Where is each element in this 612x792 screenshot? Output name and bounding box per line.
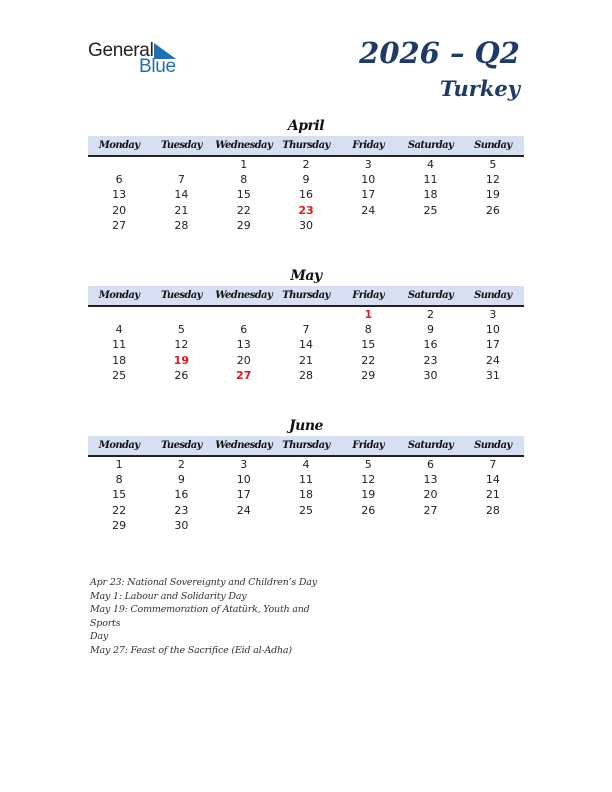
month-days xyxy=(88,457,524,533)
holiday-note: Day xyxy=(90,631,109,643)
day-cell: 27 xyxy=(112,218,127,232)
day-cell: 16 xyxy=(298,188,313,202)
week-row xyxy=(88,472,524,487)
weekday-label: Tuesday xyxy=(160,440,202,451)
day-cell: 9 xyxy=(177,473,185,487)
weekday-label: Thursday xyxy=(282,440,330,451)
day-cell xyxy=(150,157,212,172)
holiday-note: May 27: Feast of the Sacrifice (Eid al-Adha) xyxy=(90,644,292,656)
month-april xyxy=(88,116,524,233)
day-cell: 3 xyxy=(489,308,497,321)
day-cell xyxy=(337,518,399,533)
day-cell: 21 xyxy=(298,353,313,367)
day-cell: 14 xyxy=(174,188,189,202)
day-cell: 29 xyxy=(236,218,251,232)
day-cell: 18 xyxy=(423,188,438,202)
week-row xyxy=(88,322,524,337)
day-cell: 6 xyxy=(115,173,123,187)
week-row xyxy=(88,457,524,472)
day-cell: 7 xyxy=(489,458,497,471)
day-cell: 28 xyxy=(298,368,313,382)
day-cell: 23 xyxy=(174,503,189,517)
weekday-label: Tuesday xyxy=(160,140,202,151)
week-row xyxy=(88,307,524,322)
day-cell: 26 xyxy=(361,503,376,517)
month-title: June xyxy=(289,418,323,434)
day-cell xyxy=(399,218,461,233)
day-cell: 12 xyxy=(361,473,376,487)
day-cell xyxy=(337,218,399,233)
day-cell: 14 xyxy=(485,473,500,487)
day-cell: 24 xyxy=(236,503,251,517)
week-row xyxy=(88,172,524,187)
day-cell: 18 xyxy=(298,488,313,502)
day-cell: 19 xyxy=(485,188,500,202)
day-cell: 2 xyxy=(302,158,310,171)
day-cell: 17 xyxy=(485,338,500,352)
day-cell: 13 xyxy=(423,473,438,487)
weekday-header xyxy=(88,436,524,457)
weekday-label: Saturday xyxy=(407,290,454,301)
day-cell: 19 xyxy=(361,488,376,502)
day-cell: 20 xyxy=(236,353,251,367)
day-cell xyxy=(275,307,337,322)
day-cell: 4 xyxy=(427,158,435,171)
day-cell: 5 xyxy=(364,458,372,471)
weekday-label: Sunday xyxy=(474,290,512,301)
weekday-label: Tuesday xyxy=(160,290,202,301)
day-cell xyxy=(399,518,461,533)
day-cell: 3 xyxy=(364,158,372,171)
week-row xyxy=(88,187,524,202)
day-cell: 5 xyxy=(489,158,497,171)
day-cell: 7 xyxy=(302,323,310,337)
month-may xyxy=(88,266,524,383)
day-cell: 9 xyxy=(302,173,310,187)
day-cell: 16 xyxy=(423,338,438,352)
weekday-header xyxy=(88,286,524,307)
day-cell: 22 xyxy=(112,503,127,517)
weekday-label: Sunday xyxy=(474,440,512,451)
day-cell: 2 xyxy=(177,458,185,471)
weekday-label: Thursday xyxy=(282,140,330,151)
day-cell: 23 xyxy=(423,353,438,367)
day-cell xyxy=(462,518,524,533)
weekday-label: Thursday xyxy=(282,290,330,301)
day-cell: 27 xyxy=(423,503,438,517)
holiday-note: Apr 23: National Sovereignty and Children’s Day xyxy=(90,577,317,588)
country-name: Turkey xyxy=(439,76,520,101)
day-cell: 25 xyxy=(423,203,438,217)
day-cell: 4 xyxy=(302,458,310,471)
day-cell: 13 xyxy=(236,338,251,352)
day-cell: 7 xyxy=(177,173,185,187)
week-row xyxy=(88,337,524,352)
day-cell: 24 xyxy=(361,203,376,217)
day-cell: 9 xyxy=(427,323,435,337)
day-cell: 12 xyxy=(174,338,189,352)
day-cell: 8 xyxy=(364,323,372,337)
logo-blue-text: Blue xyxy=(139,56,176,77)
day-cell xyxy=(213,307,275,322)
week-row xyxy=(88,368,524,383)
weekday-label: Wednesday xyxy=(215,140,273,151)
day-cell xyxy=(150,307,212,322)
day-cell: 14 xyxy=(298,338,313,352)
holiday-day-cell: 1 xyxy=(364,308,373,321)
day-cell: 17 xyxy=(236,488,251,502)
day-cell: 15 xyxy=(112,488,127,502)
day-cell: 1 xyxy=(240,158,248,171)
day-cell xyxy=(275,518,337,533)
week-row xyxy=(88,218,524,233)
day-cell: 11 xyxy=(112,338,127,352)
week-row xyxy=(88,353,524,368)
holiday-day-cell: 19 xyxy=(173,353,190,367)
weekday-label: Monday xyxy=(98,440,140,451)
day-cell: 8 xyxy=(240,173,248,187)
holiday-note: May 1: Labour and Solidarity Day xyxy=(90,590,247,602)
day-cell: 15 xyxy=(236,188,251,202)
week-row xyxy=(88,487,524,502)
day-cell: 12 xyxy=(485,173,500,187)
day-cell: 11 xyxy=(298,473,313,487)
page-title: 2026 – Q2 xyxy=(359,36,520,70)
month-title: April xyxy=(287,118,325,134)
day-cell: 15 xyxy=(361,338,376,352)
holiday-day-cell: 27 xyxy=(236,368,252,382)
day-cell: 30 xyxy=(174,518,189,532)
logo-general-text: General xyxy=(88,40,154,61)
day-cell: 30 xyxy=(423,368,438,382)
week-row xyxy=(88,503,524,518)
week-row xyxy=(88,518,524,533)
day-cell: 16 xyxy=(174,488,189,502)
day-cell: 25 xyxy=(298,503,313,517)
day-cell: 21 xyxy=(485,488,500,502)
day-cell: 10 xyxy=(236,473,251,487)
day-cell: 6 xyxy=(427,458,435,471)
day-cell xyxy=(88,157,150,172)
weekday-label: Wednesday xyxy=(215,290,273,301)
weekday-label: Monday xyxy=(98,140,140,151)
weekday-label: Monday xyxy=(98,290,140,301)
day-cell: 2 xyxy=(427,308,435,321)
weekday-label: Friday xyxy=(352,290,385,301)
day-cell xyxy=(462,218,524,233)
weekday-label: Friday xyxy=(352,140,385,151)
day-cell: 21 xyxy=(174,203,189,217)
day-cell: 13 xyxy=(112,188,127,202)
holiday-note: May 19: Commemoration of Atatürk, Youth and Sports xyxy=(90,604,310,629)
weekday-label: Sunday xyxy=(474,140,512,151)
day-cell: 10 xyxy=(361,173,376,187)
month-days xyxy=(88,157,524,233)
day-cell: 18 xyxy=(112,353,127,367)
day-cell: 31 xyxy=(485,368,500,382)
day-cell: 29 xyxy=(112,518,127,532)
day-cell: 28 xyxy=(485,503,500,517)
day-cell: 10 xyxy=(485,323,500,337)
day-cell: 20 xyxy=(423,488,438,502)
brand-logo xyxy=(88,40,188,76)
day-cell: 30 xyxy=(298,218,313,232)
day-cell: 5 xyxy=(177,323,185,337)
day-cell: 22 xyxy=(361,353,376,367)
day-cell: 26 xyxy=(485,203,500,217)
day-cell: 6 xyxy=(240,323,248,337)
day-cell: 25 xyxy=(112,368,127,382)
day-cell: 28 xyxy=(174,218,189,232)
day-cell: 22 xyxy=(236,203,251,217)
day-cell: 17 xyxy=(361,188,376,202)
day-cell xyxy=(213,518,275,533)
day-cell: 4 xyxy=(115,323,123,337)
week-row xyxy=(88,157,524,172)
month-days xyxy=(88,307,524,383)
weekday-label: Wednesday xyxy=(215,440,273,451)
weekday-label: Saturday xyxy=(407,140,454,151)
day-cell xyxy=(88,307,150,322)
day-cell: 24 xyxy=(485,353,500,367)
day-cell: 1 xyxy=(115,458,123,471)
day-cell: 11 xyxy=(423,173,438,187)
day-cell: 26 xyxy=(174,368,189,382)
week-row xyxy=(88,203,524,218)
month-june xyxy=(88,416,524,533)
day-cell: 20 xyxy=(112,203,127,217)
holiday-day-cell: 23 xyxy=(298,203,314,217)
day-cell: 8 xyxy=(115,473,123,487)
weekday-label: Friday xyxy=(352,440,385,451)
weekday-label: Saturday xyxy=(407,440,454,451)
day-cell: 3 xyxy=(240,458,248,471)
holiday-notes xyxy=(90,576,340,658)
month-title: May xyxy=(290,268,322,284)
day-cell: 29 xyxy=(361,368,376,382)
weekday-header xyxy=(88,136,524,157)
